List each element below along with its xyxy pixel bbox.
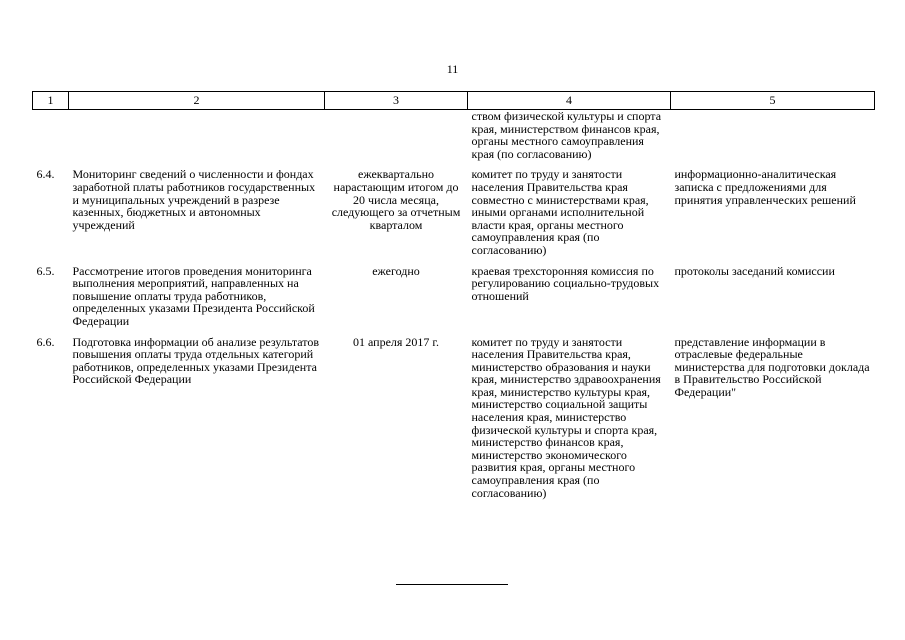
row-result: представление информации в отраслевые федеральные министерства для подготовки доклада в Правительство Российской Федерации"	[674, 334, 870, 399]
table-row	[33, 110, 875, 169]
column-header-2: 2	[69, 92, 325, 110]
row-executor: комитет по труду и занятости населения Правительства края совместно с министерствами края, иными органами исполнительной власти края, органы местного самоуправления края (по согласованию)	[471, 167, 649, 257]
table-row	[33, 265, 875, 336]
page-number: 11	[446, 62, 459, 76]
row-period: ежеквартально нарастающим итогом до 20 числа месяца, следующего за отчетным кварталом	[331, 167, 461, 232]
row-period: 01 апреля 2017 г.	[353, 334, 439, 349]
row-result	[671, 110, 875, 169]
row-executor: комитет по труду и занятости населения Правительства края, министерство образования и науки края, министерство здравоохранения края, министерство культуры края, министерство социальной защиты населения края, министерство физической культуры и спорта края, министерство финансов края, министерство экономического развития края, органы местного самоуправления края (по согласованию)	[471, 334, 661, 500]
row-action: Подготовка информации об анализе результатов повышения оплаты труда отдельных категорий работников, определенных указами Президента Российской Федерации	[72, 334, 320, 387]
column-header-3: 3	[325, 92, 468, 110]
column-header-4: 4	[468, 92, 671, 110]
row-action	[69, 110, 325, 169]
row-period: ежегодно	[372, 263, 420, 278]
column-header-5: 5	[671, 92, 875, 110]
table-row	[33, 336, 875, 500]
row-number: 6.5.	[36, 263, 55, 278]
row-period	[325, 110, 468, 169]
column-header-1: 1	[33, 92, 69, 110]
row-executor: ством физической культуры и спорта края, министерством финансов края, органы местного самоуправления края (по согласованию)	[471, 109, 662, 161]
row-number	[33, 110, 69, 169]
row-executor: краевая трехсторонняя комиссия по регулированию социально-трудовых отношений	[471, 263, 660, 303]
row-number: 6.6.	[36, 334, 55, 349]
row-action: Мониторинг сведений о численности и фондах заработной платы работников государственных и муниципальных учреждений в разрезе казенных, бюджетных и автономных учреждений	[72, 167, 316, 232]
footnote-divider	[396, 584, 508, 585]
table-header-row	[33, 92, 875, 110]
table-row	[33, 168, 875, 264]
row-number: 6.4.	[36, 167, 55, 182]
row-action: Рассмотрение итогов проведения мониторинга выполнения мероприятий, направленных на повышение оплаты труда работников, определенных указами Президента Российской Федерации	[72, 263, 315, 328]
measures-table	[32, 91, 875, 499]
row-result: информационно-аналитическая записка с предложениями для принятия управленческих решений	[674, 167, 856, 207]
row-result: протоколы заседаний комиссии	[674, 263, 835, 278]
